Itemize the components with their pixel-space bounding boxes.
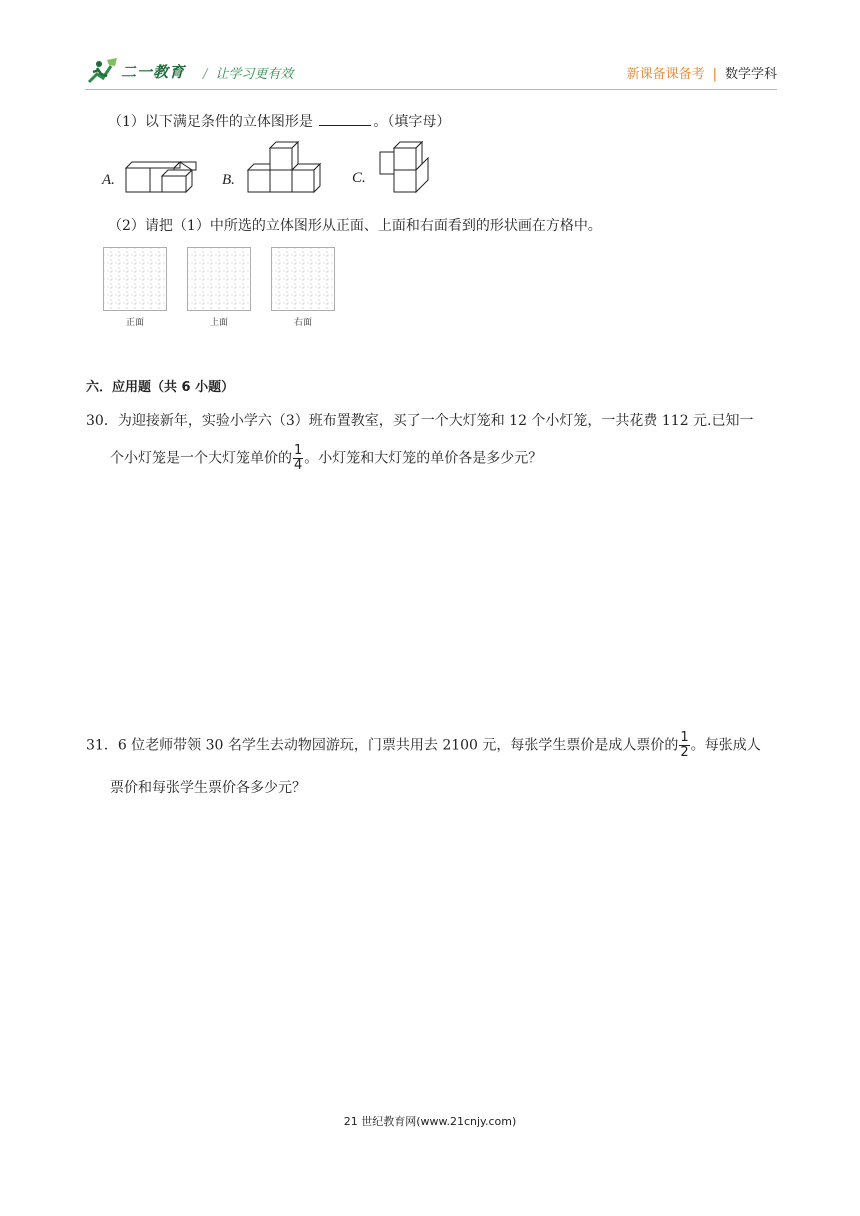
q29-part1 [108,111,450,131]
option-a-label: A. [102,172,115,188]
q30-line1: 30．为迎接新年，实验小学六（3）班布置教室，买了一个大灯笼和 12 个小灯笼，一共花费 112 元.已知一 [86,413,754,429]
fraction-denominator: 2 [680,745,689,760]
option-b-label: B. [222,172,235,188]
fraction-one-half [679,731,689,760]
grid-right-label: 右面 [293,318,312,328]
answer-blank[interactable] [319,113,371,126]
q29-part1-hint: 。（填字母） [373,114,451,130]
q29-part1-prompt: （1）以下满足条件的立体图形是 [108,114,313,130]
option-c-figure [376,140,434,196]
fraction-numerator: 1 [294,443,303,458]
q31-line1-post: 。每张成人 [690,737,761,754]
fraction-numerator: 1 [680,730,689,745]
option-c-label: C. [352,170,366,186]
header-subject: 数学学科 [724,67,777,82]
header-divider [85,89,777,90]
logo-text: 二一教育 [121,63,186,81]
grid-front-label: 正面 [125,318,144,328]
option-b-figure [246,140,326,196]
logo [85,56,195,90]
grid-top[interactable] [187,247,251,311]
fraction-one-quarter [293,444,303,473]
section-title: 六．应用题（共 6 小题） [86,380,235,395]
q31-line2: 票价和每张学生票价各多少元？ [110,780,306,796]
header-tag: 新课备课备考 [626,67,705,82]
q31-line1-pre: 31．6 位老师带领 30 名学生去动物园游玩，门票共用去 2100 元，每张学生票价是成人票价的 [86,737,679,754]
grid-right[interactable] [271,247,335,311]
page-header [85,56,777,92]
fraction-denominator: 4 [294,458,303,473]
grid-front[interactable] [103,247,167,311]
q29-part2: （2）请把（1）中所选的立体图形从正面、上面和右面看到的形状画在方格中。 [108,218,602,234]
page-footer: 21 世纪教育网(www.21cnjy.com) [343,1115,517,1128]
q30-line2-pre: 个小灯笼是一个大灯笼单价的 [110,450,292,467]
runner-icon [85,56,121,88]
q31-line1 [86,731,761,760]
slogan: / 让学习更有效 [203,67,294,82]
slogan-text: 让学习更有效 [215,67,294,82]
q30-line2 [110,444,542,473]
option-a-figure [124,158,200,194]
header-right: 新课备课备考 | 数学学科 [626,67,777,82]
q30-line2-post: 。小灯笼和大灯笼的单价各是多少元？ [304,450,543,467]
grid-top-label: 上面 [209,318,228,328]
